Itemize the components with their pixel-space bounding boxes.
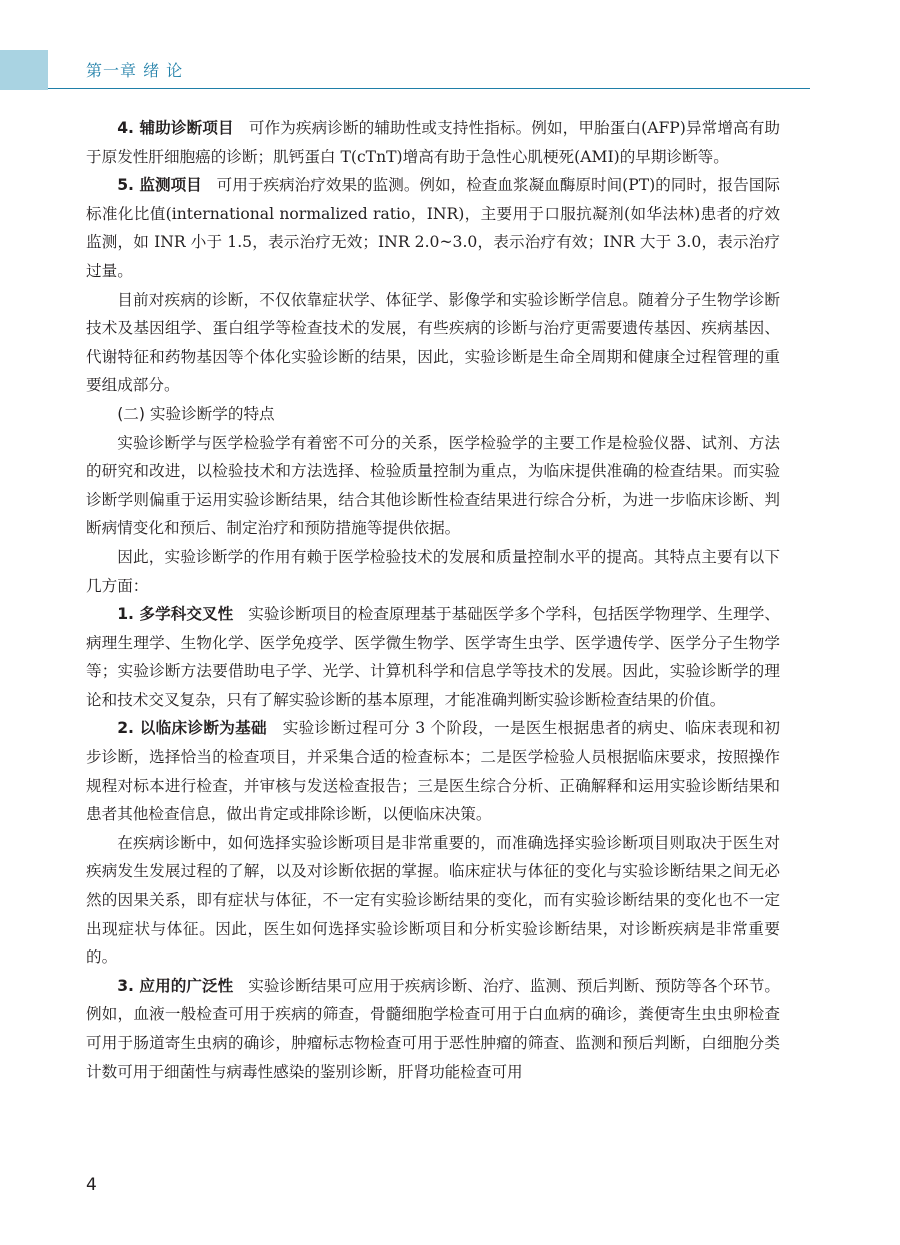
paragraph-text: 实验诊断项目的检查原理基于基础医学多个学科，包括医学物理学、生理学、病理生理学、生物化学、医学免疫学、医学微生物学、医学寄生虫学、医学遗传学、医学分子生物学等；实验诊断方法要借助电子学、光学、计算机科学和信息学等技术的发展。因此，实验诊断学的理论和技术交叉复杂，只有了解实验诊断的基本原理，才能准确判断实验诊断检查结果的价值。 — [86, 605, 780, 709]
page-number: 4 — [86, 1175, 97, 1195]
section-heading: (二) 实验诊断学的特点 — [117, 404, 275, 423]
paragraph-features-intro — [86, 543, 780, 600]
paragraph-relation — [86, 429, 780, 543]
paragraph-heading: 3. 应用的广泛性 — [117, 976, 234, 995]
paragraph-heading: 5. 监测项目 — [117, 176, 202, 195]
paragraph-selection — [86, 829, 780, 972]
paragraph-text: 目前对疾病的诊断，不仅依靠症状学、体征学、影像学和实验诊断学信息。随着分子生物学诊断技术及基因组学、蛋白组学等检查技术的发展，有些疾病的诊断与治疗更需要遗传基因、疾病基因、代谢特征和药物基因等个体化实验诊断的结果，因此，实验诊断是生命全周期和健康全过程管理的重要组成部分。 — [86, 290, 780, 395]
paragraph-text: 在疾病诊断中，如何选择实验诊断项目是非常重要的，而准确选择实验诊断项目则取决于医生对疾病发生发展过程的了解，以及对诊断依据的掌握。临床症状与体征的变化与实验诊断结果之间无必然的因果关系，即有症状与体征，不一定有实验诊断结果的变化，而有实验诊断结果的变化也不一定出现症状与体征。因此，医生如何选择实验诊断项目和分析实验诊断结果，对诊断疾病是非常重要的。 — [86, 833, 780, 967]
paragraph-text: 可用于疾病治疗效果的监测。例如，检查血浆凝血酶原时间(PT)的同时，报告国际标准化比值(international normalized ratio，INR)，主要用于口服抗凝剂(如华法林)患者的疗效监测，如 INR 小于 1.5，表示治疗无效；INR 2.0~3.0，表示治疗有效；INR 大于 3.0，表示治疗过量。 — [86, 176, 781, 280]
paragraph-text: 实验诊断过程可分 3 个阶段，一是医生根据患者的病史、临床表现和初步诊断，选择恰当的检查项目，并采集合适的检查标本；二是医学检验人员根据临床要求，按照操作规程对标本进行检查，并审核与发送检查报告；三是医生综合分析、正确解释和运用实验诊断结果和患者其他检查信息，做出肯定或排除诊断，以便临床决策。 — [86, 719, 781, 824]
chapter-tab-marker — [0, 50, 48, 90]
paragraph-monitoring — [86, 171, 780, 285]
paragraph-text: 实验诊断结果可应用于疾病诊断、治疗、监测、预后判断、预防等各个环节。例如，血液一般检查可用于疾病的筛查，骨髓细胞学检查可用于白血病的确诊，粪便寄生虫虫卵检查可用于肠道寄生虫病的确诊，肿瘤标志物检查可用于恶性肿瘤的筛查、监测和预后判断，白细胞分类计数可用于细菌性与病毒性感染的鉴别诊断，肝肾功能检查可用 — [86, 976, 780, 1081]
paragraph-multidisciplinary — [86, 600, 780, 714]
paragraph-current-diagnosis — [86, 286, 780, 400]
chapter-title: 第一章 绪 论 — [86, 61, 184, 80]
paragraph-auxiliary-diagnosis — [86, 114, 780, 171]
paragraph-heading: 1. 多学科交叉性 — [117, 605, 234, 624]
paragraph-text: 实验诊断学与医学检验学有着密不可分的关系，医学检验学的主要工作是检验仪器、试剂、方法的研究和改进，以检验技术和方法选择、检验质量控制为重点，为临床提供准确的检查结果。而实验诊断学则偏重于运用实验诊断结果，结合其他诊断性检查结果进行综合分析，为进一步临床诊断、判断病情变化和预后、制定治疗和预防措施等提供依据。 — [86, 433, 780, 538]
paragraph-heading: 4. 辅助诊断项目 — [117, 119, 234, 137]
header-divider — [48, 88, 810, 89]
paragraph-text: 因此，实验诊断学的作用有赖于医学检验技术的发展和质量控制水平的提高。其特点主要有以下几方面： — [86, 547, 780, 595]
paragraph-text: 可作为疾病诊断的辅助性或支持性指标。例如，甲胎蛋白(AFP)异常增高有助于原发性肝细胞癌的诊断；肌钙蛋白 T(cTnT)增高有助于急性心肌梗死(AMI)的早期诊断等。 — [86, 119, 780, 166]
paragraph-heading: 2. 以临床诊断为基础 — [117, 719, 267, 738]
paragraph-clinical-basis — [86, 714, 780, 828]
paragraph-broad-application — [86, 972, 780, 1086]
body-text — [86, 114, 780, 1086]
